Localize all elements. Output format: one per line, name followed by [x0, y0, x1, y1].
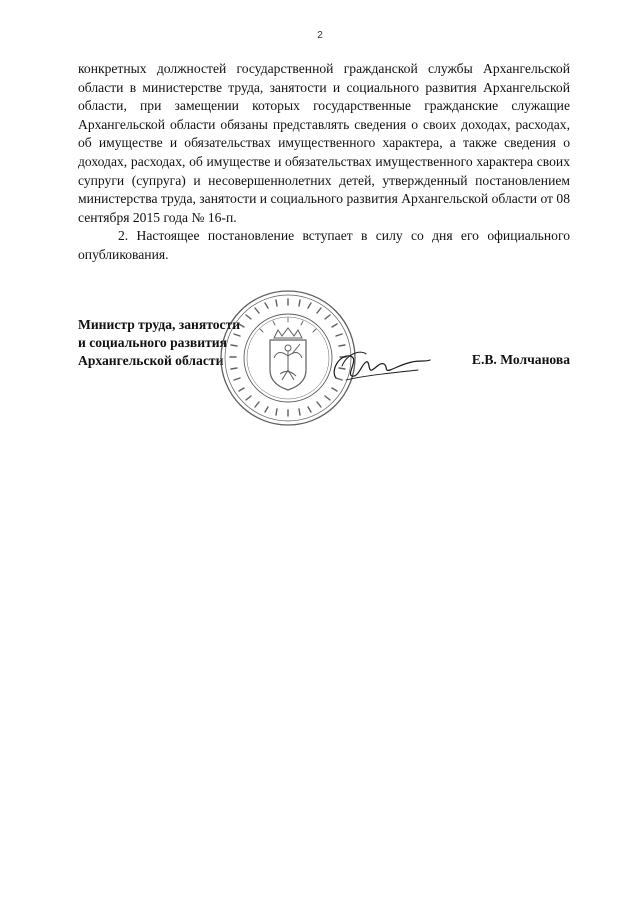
handwritten-signature-icon	[322, 340, 434, 390]
signatory-position-line: Министр труда, занятости	[78, 317, 241, 332]
paragraph-continuation: конкретных должностей государственной гражданской службы Архангельской области в министерстве труда, занятости и социального развития Архангельской области, при замещении которых государственные гражданские служащие Архангельской области обязаны представлять сведения о своих доходах, расходах, об имуществе и обязательствах имущественного характера, а также сведения о доходах, расходах, об имуществе и обязательствах имущественного характера своих супруги (супруга) и несовершеннолетних детей, утвержденный постановлением министерства труда, занятости и социального развития Архангельской области от 08 сентября 2015 года № 16-п.	[78, 61, 570, 225]
signatory-position-line: Архангельской области	[78, 353, 224, 368]
page-number: 2	[317, 30, 323, 41]
signatory-name: Е.В. Молчанова	[471, 352, 570, 367]
signatory-position	[78, 316, 240, 370]
document-body	[78, 60, 570, 265]
signatory-position-line: и социального развития	[78, 335, 227, 350]
paragraph-effective-date: 2. Настоящее постановление вступает в силу со дня его официального опубликования.	[78, 228, 570, 262]
